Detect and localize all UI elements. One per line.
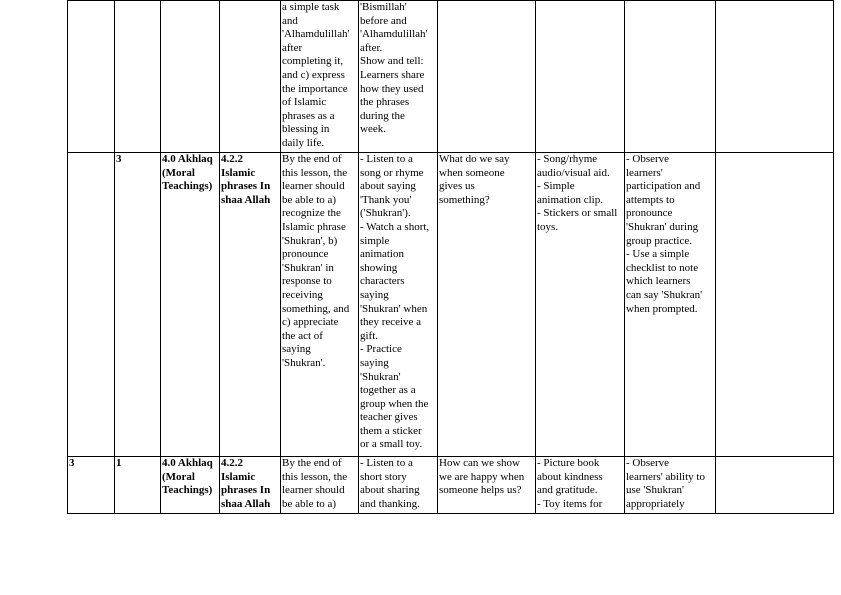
cell-text-line: a simple task (282, 1, 340, 13)
cell-text-line: Islamic phrase (282, 220, 346, 233)
week-cell (68, 1, 115, 153)
cell-text: 1 (116, 457, 122, 469)
cell-text-line: appropriately (626, 497, 685, 510)
cell-text-line: someone helps us? (439, 484, 522, 497)
cell-text-line: animation clip. (537, 193, 603, 206)
strand-cell (161, 1, 220, 153)
cell-text-line: saying (360, 288, 389, 301)
cell-text-line: we are happy when (439, 470, 525, 483)
cell-text-line: 4.0 Akhlaq (162, 153, 213, 165)
cell-text-line: be able to a) (282, 497, 337, 510)
cell-text-line: before and (360, 14, 407, 27)
cell-text-line: this lesson, the (282, 470, 348, 483)
cell-text-line: 'Shukran' in (282, 261, 334, 274)
cell-text-line: short story (360, 470, 407, 483)
lesson-cell (115, 457, 161, 514)
learning-outcomes-cell (281, 153, 359, 457)
cell-text-line: when prompted. (626, 302, 698, 315)
cell-text-line: - Watch a short, (360, 220, 430, 233)
sub-strand-cell (220, 457, 281, 514)
cell-text-line: 4.2.2 (221, 153, 243, 165)
cell-text-line: can say 'Shukran' (626, 288, 703, 301)
cell-text-line: 'Alhamdulillah' (360, 28, 428, 41)
cell-text-line: attempts to (626, 193, 675, 206)
cell-text-line: - Toy items for (537, 497, 603, 510)
cell-text-line: audio/visual aid. (537, 166, 610, 179)
learning-resources-cell (536, 1, 625, 153)
cell-text-line: completing it, (282, 55, 344, 68)
cell-text-line: of Islamic (282, 96, 327, 109)
cell-text-line: characters (360, 275, 405, 288)
cell-text-line: daily life. (282, 136, 325, 149)
cell-text-line: By the end of (282, 153, 342, 165)
cell-text-line: phrases as a (282, 109, 335, 122)
table-row (68, 153, 834, 457)
scheme-of-work-table (67, 0, 834, 514)
assessment-cell (625, 1, 716, 153)
lesson-cell (115, 153, 161, 457)
cell-text-line: and thanking. (360, 497, 420, 510)
cell-text-line: recognize the (282, 207, 341, 220)
cell-text-line: how they used (360, 82, 424, 95)
cell-text-line: participation and (626, 180, 701, 193)
key-inquiry-question-cell (438, 457, 536, 514)
learning-resources-cell (536, 153, 625, 457)
strand-cell (161, 153, 220, 457)
cell-text-line: learner should (282, 484, 345, 497)
cell-text-line: 'Bismillah' (360, 1, 407, 13)
cell-text-line: 'Thank you' (360, 193, 412, 206)
assessment-cell (625, 457, 716, 514)
cell-text-line: the act of (282, 329, 323, 342)
cell-text-line: or a small toy. (360, 438, 423, 451)
cell-text-line: use 'Shukran' (626, 484, 685, 497)
cell-text-line: toys. (537, 220, 559, 233)
cell-text-line: be able to a) (282, 193, 337, 206)
assessment-cell (625, 153, 716, 457)
cell-text-line: phrases In (221, 180, 271, 193)
learning-outcomes-cell (281, 457, 359, 514)
cell-text-line: simple (360, 234, 390, 247)
cell-text-line: 'Shukran' when (360, 302, 428, 315)
learning-resources-cell (536, 457, 625, 514)
learning-outcomes-cell (281, 1, 359, 153)
table-row (68, 1, 834, 153)
strand-cell (161, 457, 220, 514)
cell-text-line: after. (360, 41, 383, 54)
cell-text-line: - Listen to a (360, 457, 413, 469)
cell-text-line: What do we say (439, 153, 510, 165)
key-inquiry-question-cell (438, 153, 536, 457)
cell-text-line: Teachings) (162, 180, 213, 193)
cell-text-line: pronounce (282, 248, 329, 261)
cell-text-line: shaa Allah (221, 193, 271, 206)
cell-text-line: Teachings) (162, 484, 213, 497)
cell-text-line: receiving (282, 288, 323, 301)
cell-text-line: learners' ability to (626, 470, 705, 483)
cell-text-line: about kindness (537, 470, 603, 483)
cell-text-line: 'Alhamdulillah' (282, 28, 350, 41)
cell-text-line: response to (282, 275, 332, 288)
cell-text-line: the phrases (360, 96, 410, 109)
key-inquiry-question-cell (438, 1, 536, 153)
cell-text-line: saying (360, 356, 389, 369)
cell-text-line: together as a (360, 384, 416, 397)
cell-text-line: - Song/rhyme (537, 153, 598, 165)
cell-text-line: gift. (360, 329, 379, 342)
cell-text-line: c) appreciate (282, 316, 339, 329)
cell-text-line: 'Shukran', b) (282, 234, 338, 247)
cell-text-line: Islamic (221, 470, 256, 483)
cell-text-line: (Moral (162, 470, 195, 483)
cell-text-line: 4.0 Akhlaq (162, 457, 213, 469)
cell-text-line: after (282, 41, 303, 54)
cell-text-line: about sharing (360, 484, 420, 497)
cell-text-line: showing (360, 261, 398, 274)
cell-text-line: 'Shukran' during (626, 220, 699, 233)
cell-text-line: about saying (360, 180, 416, 193)
cell-text-line: song or rhyme (360, 166, 424, 179)
cell-text-line: learner should (282, 180, 345, 193)
table-row (68, 457, 834, 514)
cell-text-line: Show and tell: (360, 55, 424, 68)
cell-text-line: - Stickers or small (537, 207, 618, 220)
cell-text-line: ('Shukran'). (360, 207, 411, 220)
cell-text-line: Learners share (360, 68, 425, 81)
reflection-cell (716, 1, 834, 153)
reflection-cell (716, 153, 834, 457)
cell-text-line: - Use a simple (626, 248, 690, 261)
learning-experiences-cell (359, 153, 438, 457)
cell-text-line: - Picture book (537, 457, 600, 469)
lesson-cell (115, 1, 161, 153)
reflection-cell (716, 457, 834, 514)
cell-text-line: they receive a (360, 316, 422, 329)
cell-text-line: (Moral (162, 166, 195, 179)
cell-text-line: group when the (360, 397, 429, 410)
cell-text-line: - Practice (360, 343, 402, 356)
cell-text-line: and c) express (282, 68, 345, 81)
cell-text-line: during the (360, 109, 405, 122)
learning-experiences-cell (359, 457, 438, 514)
week-cell (68, 153, 115, 457)
cell-text-line: 4.2.2 (221, 457, 243, 469)
cell-text-line: and gratitude. (537, 484, 598, 497)
cell-text-line: shaa Allah (221, 497, 271, 510)
cell-text-line: animation (360, 248, 404, 261)
cell-text-line: How can we show (439, 457, 520, 469)
cell-text-line: which learners (626, 275, 691, 288)
cell-text: 3 (69, 457, 75, 469)
cell-text-line: - Listen to a (360, 153, 413, 165)
cell-text-line: the importance (282, 82, 348, 95)
learning-experiences-cell (359, 1, 438, 153)
cell-text-line: 'Shukran'. (282, 356, 326, 369)
cell-text-line: pronounce (626, 207, 673, 220)
sub-strand-cell (220, 153, 281, 457)
cell-text-line: something, and (282, 302, 350, 315)
cell-text: 3 (116, 153, 122, 165)
cell-text-line: saying (282, 343, 311, 356)
cell-text-line: - Observe (626, 153, 670, 165)
cell-text-line: and (282, 14, 298, 27)
cell-text-line: phrases In (221, 484, 271, 497)
cell-text-line: - Simple (537, 180, 575, 193)
cell-text-line: checklist to note (626, 261, 699, 274)
sub-strand-cell (220, 1, 281, 153)
cell-text-line: - Observe (626, 457, 670, 469)
cell-text-line: 'Shukran' (360, 370, 401, 383)
cell-text-line: Islamic (221, 166, 256, 179)
week-cell (68, 457, 115, 514)
cell-text-line: this lesson, the (282, 166, 348, 179)
cell-text-line: teacher gives (360, 411, 418, 424)
cell-text-line: something? (439, 193, 490, 206)
cell-text-line: when someone (439, 166, 505, 179)
cell-text-line: group practice. (626, 234, 692, 247)
cell-text-line: learners' (626, 166, 663, 179)
cell-text-line: gives us (439, 180, 475, 193)
cell-text-line: By the end of (282, 457, 342, 469)
cell-text-line: them a sticker (360, 424, 422, 437)
cell-text-line: blessing in (282, 123, 330, 136)
cell-text-line: week. (360, 123, 386, 136)
